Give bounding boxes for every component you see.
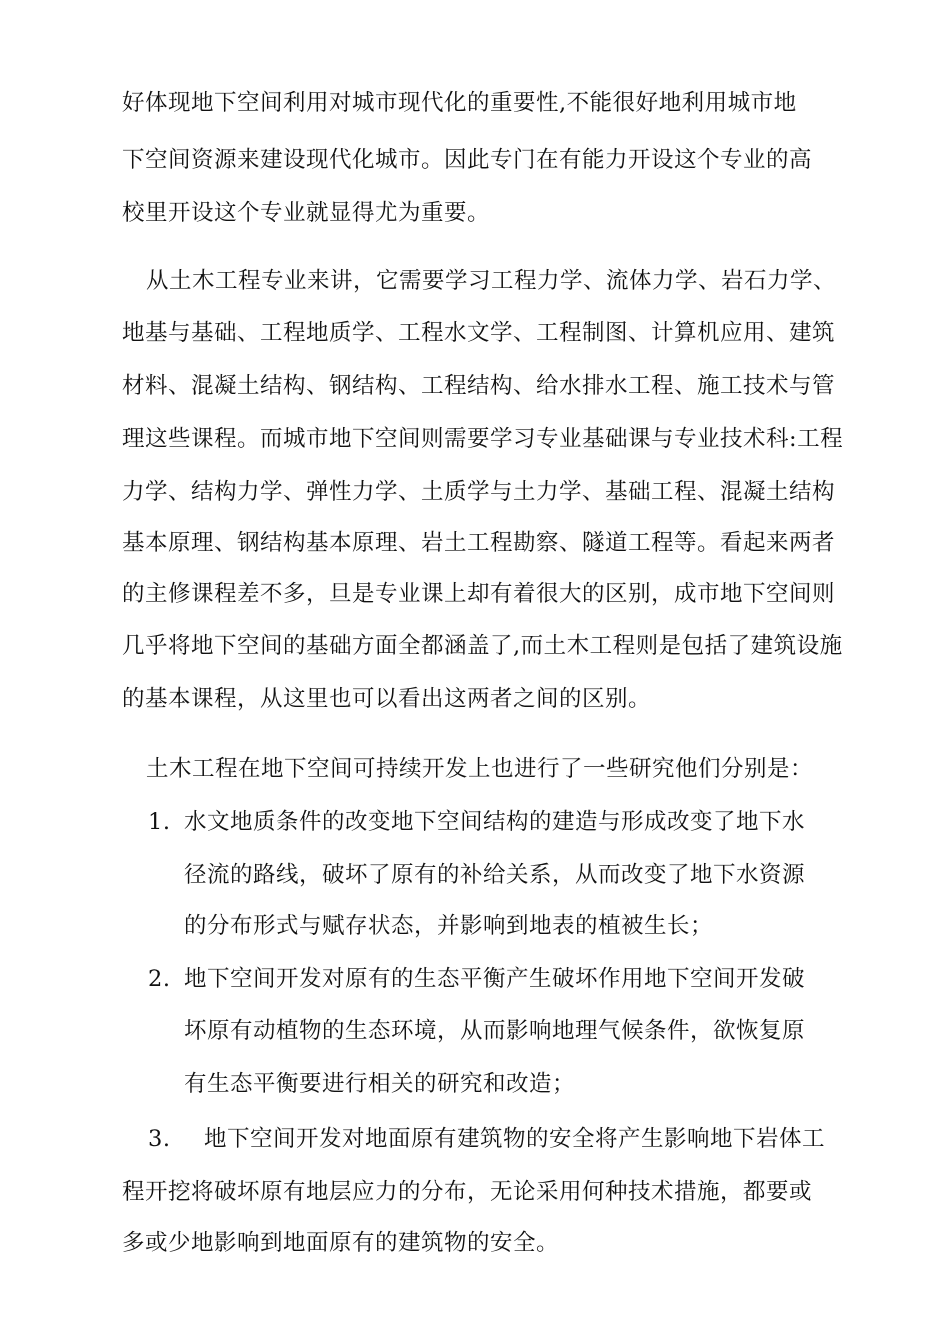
list-item-1-line-2: 径流的路线，破坏了原有的补给关系，从而改变了地下水资源 [184, 862, 806, 888]
list-item-2-line-1: 地下空间开发对原有的生态平衡产生破坏作用地下空间开发破 [184, 966, 806, 992]
paragraph-2-line-6: 基本原理、钢结构基本原理、岩土工程勘察、隧道工程等。看起来两者 [122, 530, 836, 556]
paragraph-2-line-4: 理这些课程。而城市地下空间则需要学习专业基础课与专业技术科:工程 [122, 426, 844, 452]
paragraph-3-intro: 土木工程在地下空间可持续开发上也进行了一些研究他们分别是： [146, 756, 814, 782]
paragraph-2-line-1: 从土木工程专业来讲，它需要学习工程力学、流体力学、岩石力学、 [146, 268, 837, 294]
paragraph-2-line-7: 的主修课程差不多，旦是专业课上却有着很大的区别，成市地下空间则 [122, 581, 836, 607]
paragraph-2-line-3: 材料、混凝土结构、钢结构、工程结构、给水排水工程、施工技术与管 [122, 373, 836, 399]
paragraph-1-line-2: 下空间资源来建设现代化城市。因此专门在有能力开设这个专业的高 [122, 147, 813, 173]
list-item-1-line-3: 的分布形式与赋存状态，并影响到地表的植被生长； [184, 913, 714, 939]
list-item-2-number: 2. [148, 966, 171, 992]
paragraph-2-line-2: 地基与基础、工程地质学、工程水文学、工程制图、计算机应用、建筑 [122, 320, 836, 346]
paragraph-2-line-5: 力学、结构力学、弹性力学、土质学与土力学、基础工程、混凝土结构 [122, 479, 836, 505]
list-item-2-line-2: 坏原有动植物的生态环境，从而影响地理气候条件，欲恢复原 [184, 1018, 806, 1044]
list-item-3-line-1: 地下空间开发对地面原有建筑物的安全将产生影响地下岩体工 [204, 1126, 826, 1152]
paragraph-1-line-1: 好体现地下空间利用对城市现代化的重要性,不能很好地利用城市地 [122, 90, 797, 116]
list-item-3-line-3: 多或少地影响到地面原有的建筑物的安全。 [122, 1230, 560, 1256]
list-item-3-number: 3. [148, 1126, 171, 1152]
list-item-1-number: 1. [148, 809, 171, 835]
list-item-3-line-2: 程开挖将破坏原有地层应力的分布，无论采用何种技术措施，都要或 [122, 1179, 813, 1205]
list-item-2-line-3: 有生态平衡要进行相关的研究和改造； [184, 1071, 576, 1097]
paragraph-2-line-9: 的基本课程，从这里也可以看出这两者之间的区别。 [122, 686, 652, 712]
list-item-1-line-1: 水文地质条件的改变地下空间结构的建造与形成改变了地下水 [184, 809, 806, 835]
paragraph-2-line-8: 几乎将地下空间的基础方面全都涵盖了,而土木工程则是包括了建筑设施 [122, 633, 843, 659]
paragraph-1-line-3: 校里开设这个专业就显得尤为重要。 [122, 200, 491, 226]
